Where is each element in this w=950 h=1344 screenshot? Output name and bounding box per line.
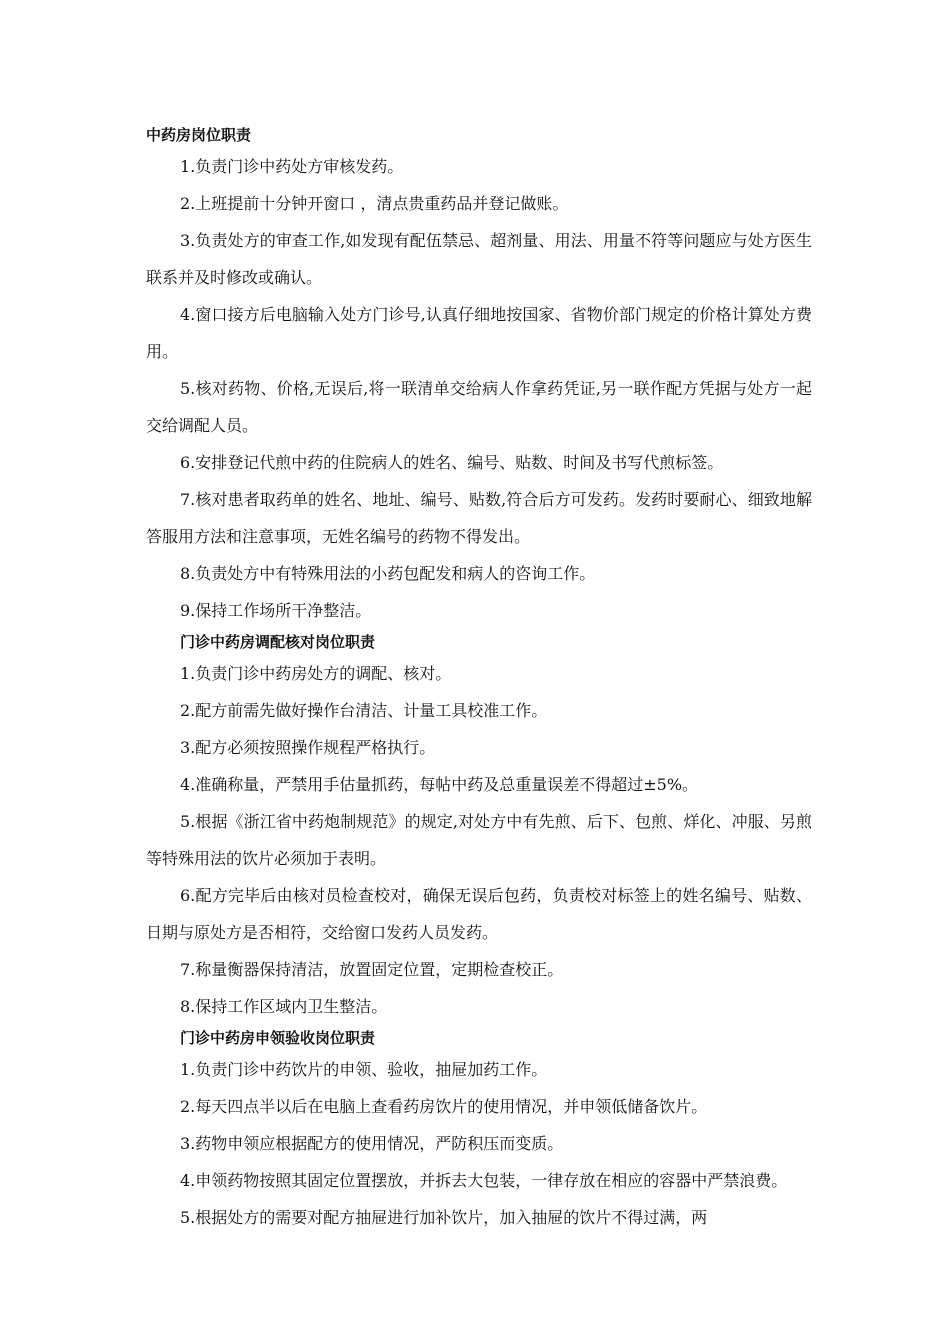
list-item: 6.安排登记代煎中药的住院病人的姓名、编号、贴数、时间及书写代煎标签。	[180, 453, 724, 472]
list-item: 1.负责门诊中药饮片的申领、验收，抽屉加药工作。	[180, 1060, 548, 1079]
document-body	[146, 122, 812, 1236]
section-dispensing-check-duties	[146, 629, 812, 1025]
section-requisition-acceptance-duties	[146, 1025, 812, 1236]
list-item: 4.申领药物按照其固定位置摆放，并拆去大包装，一律存放在相应的容器中严禁浪费。	[180, 1171, 788, 1190]
section-pharmacy-duties	[146, 122, 812, 629]
list-item: 9.保持工作场所干净整洁。	[180, 601, 372, 620]
section-title: 门诊中药房申领验收岗位职责	[180, 1029, 376, 1047]
section-title: 门诊中药房调配核对岗位职责	[180, 633, 376, 651]
list-item: 3.负责处方的审查工作,如发现有配伍禁忌、超剂量、用法、用量不符等问题应与处方医生联系并及时修改或确认。	[146, 231, 812, 287]
list-item: 4.准确称量，严禁用手估量抓药，每帖中药及总重量误差不得超过±5%。	[180, 775, 699, 794]
list-item: 6.配方完毕后由核对员检查校对，确保无误后包药，负责校对标签上的姓名编号、贴数、日期与原处方是否相符，交给窗口发药人员发药。	[146, 886, 812, 942]
list-item: 8.保持工作区域内卫生整洁。	[180, 997, 388, 1016]
list-item: 5.核对药物、价格,无误后,将一联清单交给病人作拿药凭证,另一联作配方凭据与处方一起交给调配人员。	[146, 379, 812, 435]
list-item: 7.称量衡器保持清洁，放置固定位置，定期检查校正。	[180, 960, 564, 979]
list-item: 4.窗口接方后电脑输入处方门诊号,认真仔细地按国家、省物价部门规定的价格计算处方费用。	[146, 305, 812, 361]
list-item: 8.负责处方中有特殊用法的小药包配发和病人的咨询工作。	[180, 564, 596, 583]
list-item: 1.负责门诊中药处方审核发药。	[180, 157, 404, 176]
list-item: 2.每天四点半以后在电脑上查看药房饮片的使用情况，并申领低储备饮片。	[180, 1097, 708, 1116]
list-item: 3.配方必须按照操作规程严格执行。	[180, 738, 436, 757]
list-item: 2.上班提前十分钟开窗口 ，清点贵重药品并登记做账。	[180, 194, 569, 213]
list-item: 5.根据《浙江省中药炮制规范》的规定,对处方中有先煎、后下、包煎、烊化、冲服、另煎等特殊用法的饮片必须加于表明。	[146, 812, 812, 868]
list-item: 2.配方前需先做好操作台清洁、计量工具校准工作。	[180, 701, 548, 720]
list-item: 5.根据处方的需要对配方抽屉进行加补饮片，加入抽屉的饮片不得过满，两	[180, 1208, 708, 1227]
list-item: 7.核对患者取药单的姓名、地址、编号、贴数,符合后方可发药。发药时要耐心、细致地解答服用方法和注意事项，无姓名编号的药物不得发出。	[146, 490, 812, 546]
section-title: 中药房岗位职责	[146, 126, 252, 144]
list-item: 1.负责门诊中药房处方的调配、核对。	[180, 664, 452, 683]
list-item: 3.药物申领应根据配方的使用情况，严防积压而变质。	[180, 1134, 564, 1153]
